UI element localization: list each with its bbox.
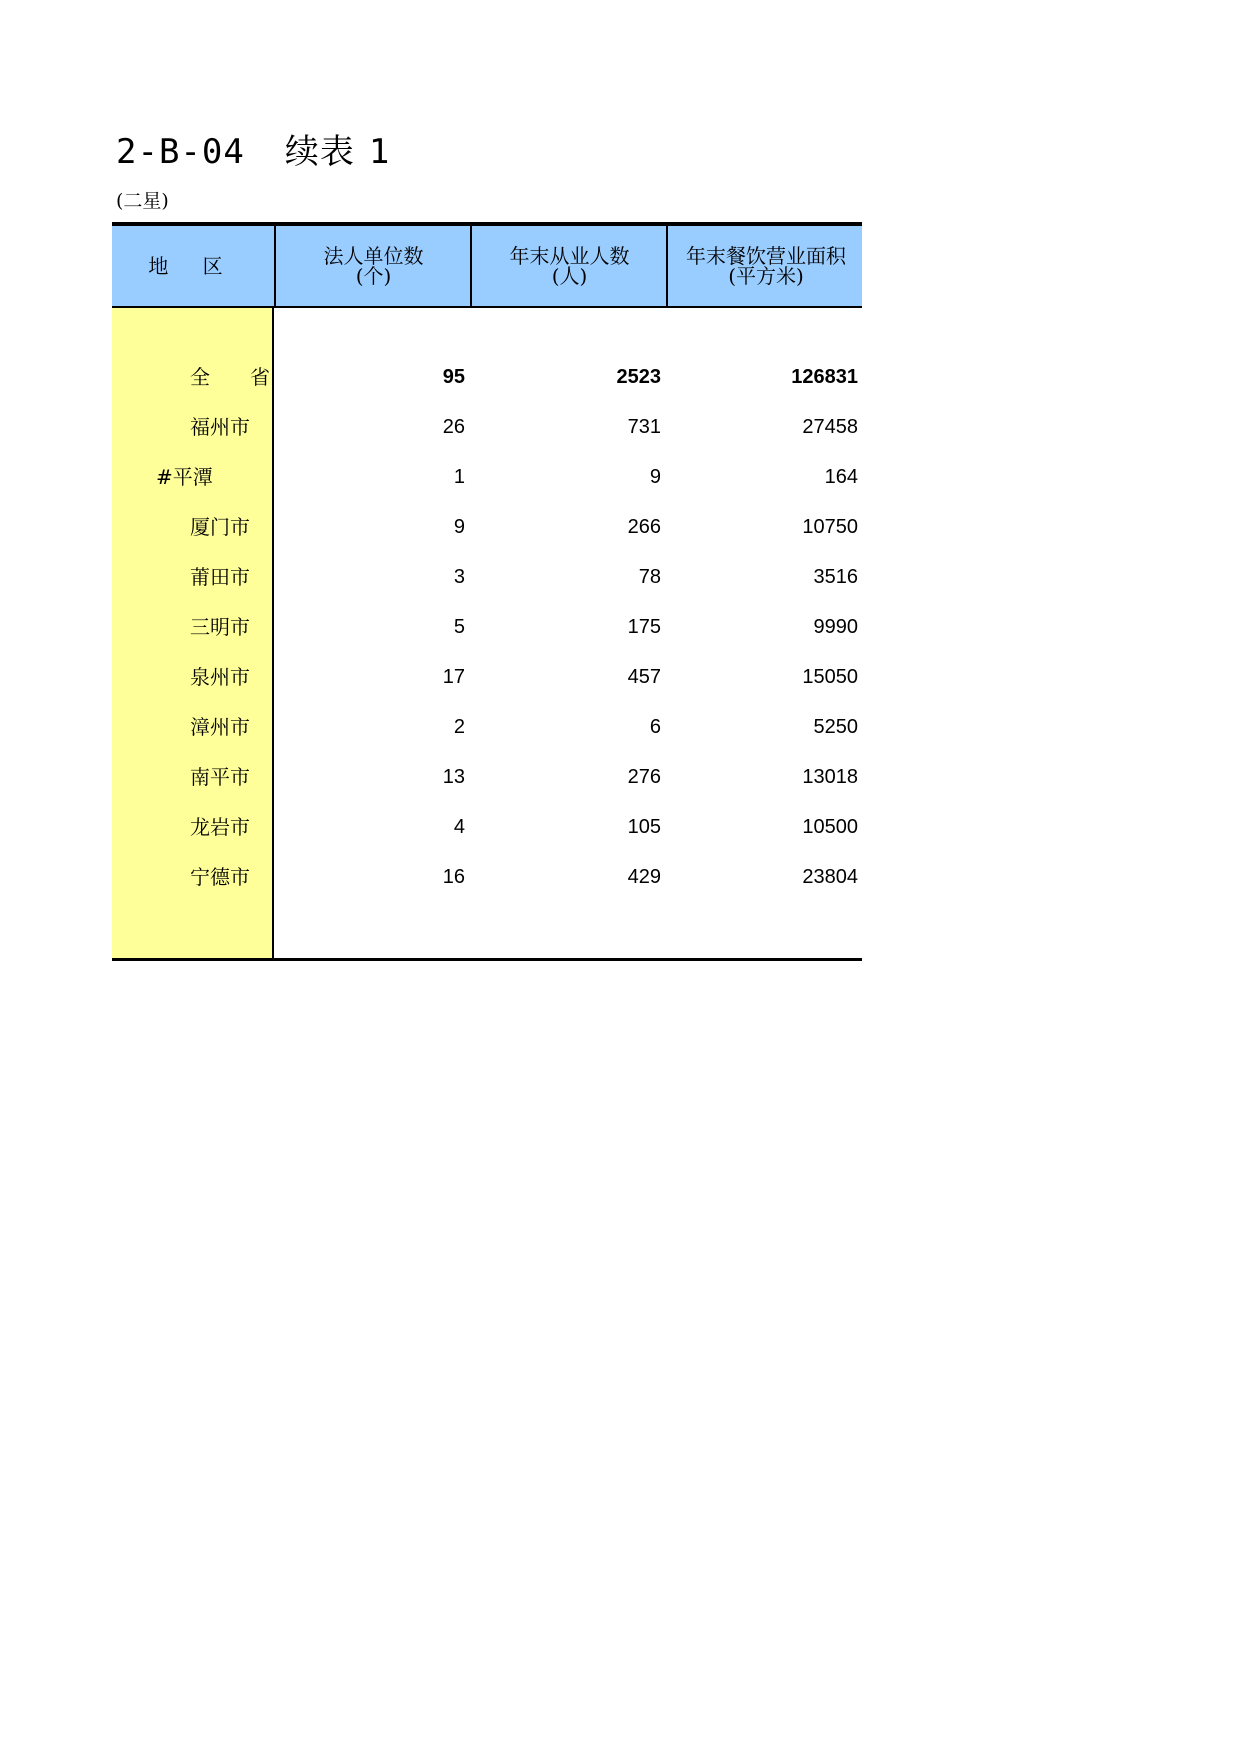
header-area-line2: (平方米)	[728, 264, 804, 288]
table-body	[112, 352, 862, 902]
table-row	[112, 802, 862, 852]
row-employees: 266	[627, 516, 661, 538]
continued-label: 续表	[284, 132, 355, 172]
row-units: 1	[453, 466, 465, 488]
row-employees: 731	[627, 416, 661, 438]
table-row	[112, 552, 862, 602]
row-units: 5	[453, 616, 465, 638]
row-employees: 105	[627, 816, 661, 838]
row-area: 27458	[802, 416, 858, 438]
header-region	[112, 226, 273, 306]
header-employees	[470, 226, 667, 306]
row-area: 13018	[802, 766, 858, 788]
row-employees: 429	[627, 866, 661, 888]
row-region: 南平市	[190, 765, 250, 789]
row-units: 2	[453, 716, 465, 738]
table-subtitle: (二星)	[116, 190, 169, 212]
row-region: 福州市	[190, 415, 250, 439]
continued-number: 1	[368, 132, 391, 172]
row-area: 5250	[813, 716, 858, 738]
table-row	[112, 402, 862, 452]
header-area-line1: 年末餐饮营业面积	[686, 244, 846, 268]
row-employees: 78	[638, 566, 661, 588]
row-region: 宁德市	[190, 865, 250, 889]
row-region: 龙岩市	[190, 815, 250, 839]
row-region: 漳州市	[190, 715, 250, 739]
header-employees-line1: 年末从业人数	[509, 244, 630, 268]
row-units: 17	[442, 666, 465, 688]
row-area: 15050	[802, 666, 858, 688]
row-units: 26	[442, 416, 465, 438]
row-units: 13	[442, 766, 465, 788]
row-region: 三明市	[190, 615, 250, 639]
table-bottom-rule	[112, 958, 862, 961]
row-employees: 457	[627, 666, 661, 688]
header-area	[666, 226, 864, 306]
row-region: 泉州市	[190, 665, 250, 689]
table-title	[116, 124, 390, 173]
table-row	[112, 652, 862, 702]
row-area: 10500	[802, 816, 858, 838]
row-area: 23804	[802, 866, 858, 888]
table-header	[112, 226, 862, 308]
row-units: 9	[453, 516, 465, 538]
table-row	[112, 852, 862, 902]
row-units: 16	[442, 866, 465, 888]
row-area: 3516	[813, 566, 858, 588]
table-row	[112, 702, 862, 752]
row-units: 4	[453, 816, 465, 838]
row-region: 莆田市	[190, 565, 250, 589]
header-units-line2: (个)	[355, 264, 392, 288]
table-code: 2-B-04	[116, 132, 245, 172]
row-employees: 276	[627, 766, 661, 788]
table-row	[112, 602, 862, 652]
row-region: #平潭	[156, 465, 213, 489]
row-employees: 9	[649, 466, 661, 488]
row-region: 厦门市	[190, 515, 250, 539]
row-employees: 2523	[616, 366, 661, 388]
header-units-line1: 法人单位数	[323, 244, 424, 268]
table-row	[112, 452, 862, 502]
table-row	[112, 752, 862, 802]
row-units: 3	[453, 566, 465, 588]
row-area: 164	[824, 466, 858, 488]
row-area: 126831	[791, 366, 858, 388]
header-units	[274, 226, 471, 306]
row-area: 10750	[802, 516, 858, 538]
row-employees: 175	[627, 616, 661, 638]
table-row	[112, 502, 862, 552]
row-units: 95	[442, 366, 465, 388]
statistics-table	[112, 222, 862, 960]
header-region-label: 地 区	[148, 254, 237, 278]
header-employees-line2: (人)	[551, 264, 588, 288]
row-region: 全省	[190, 365, 310, 389]
table-row	[112, 352, 862, 402]
row-employees: 6	[649, 716, 661, 738]
row-area: 9990	[813, 616, 858, 638]
